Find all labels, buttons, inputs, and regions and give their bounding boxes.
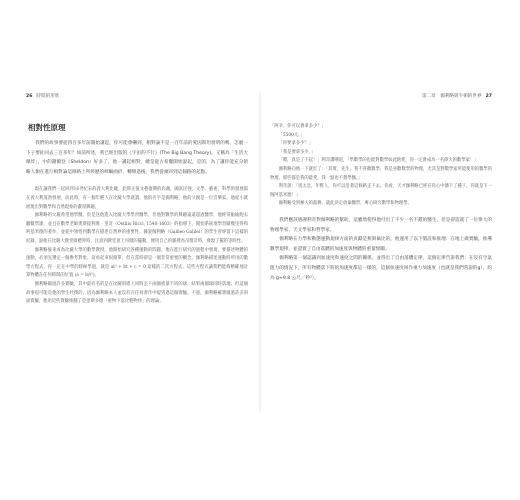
right-running-head [270,92,492,100]
section-heading: 相對性原理 [28,123,66,132]
dialogue-line: 「阿幸，你可以會拿多少？」 [270,124,326,129]
right-prose-block [270,216,492,283]
prose-paragraph: 伽利略在力學和動態運動規律方面的貢獻是無與倫比的，他運用了以下假設和推理：在地上做實驗，推導數學規律，並證實了自由落體的加速度與物體的重量無關。 [270,237,492,252]
right-page [270,92,492,283]
quote-paragraph: 伽利略的父親希望他學醫，於是送他進入比薩大學學習醫學，但他對數學的興趣遠遠超過醫學，他經常偷偷跑去聽數學課，並且在數學老師奧斯提利奧‧里奇（Ostilio Ricci, 1540-1603）的指導下，開始系統地學習歐幾里得和阿基米德的著作，並從中領悟到數學在描述自然界的重要性。據說伽利略（Galileo Galilei）的學生曾經留下這樣的紀錄，說他在比薩大教堂做禮拜時，注意到教堂頂上吊燈的擺動，便用自己的脈搏為吊燈計時，發現了擺的等時性。 [26,213,248,244]
dialogue-line: 「5500元。」 [278,132,305,138]
prose-paragraph: 伽利略第一個認識到加速度和速度之間的關係，並得出了自由落體定律，這個定律告訴我們：在沒有空氣阻力的情況下，所有物體落下時的加速度都是一樣的，這個加速度叫作重力加速度（也就是我們常說的g），約為 g≈9.8 公尺／秒²）。 [270,256,492,281]
right-running-title: 第二章 伽利略與牛頓的世界 [421,94,482,99]
dialogue-line: 「嗯，真是了不起！」利奇讚嘆道，「學數學的也能對數學如此熱愛，你一定會成為一名偉大的數學家！」 [278,158,479,164]
left-page [26,92,248,307]
left-page-number: 26 [26,93,33,99]
quote-paragraph: 伽利略後來成為比薩大學的數學教授，他開始研究各種運動的問題。他在進行研究的過程中發現，要描述物體的運動，必須先選定一個參考對象。這看起來很簡單，但在當時卻是一個非常重要的觀念。伽利略描述運動時所用的數學方程式，你一定在中學的時候學過，就是 at² + bt + c = 0 這樣的二次方程式，這些方程式讓我們能夠精確地計算物體在任何時間的位置 (a = b/t²)。 [26,247,248,279]
dialogue-line: 伽利略向他一下就紅了：「其實，先生，我不喜歡數學，我是喜歡數學的物理，尤其是對數學家所能使用的數學的物理，那些都是我的最愛，我一點也不想學醫。」 [270,166,492,181]
dialogue-line: 利奇說：「別太急，年輕人，你可以沿著這條路走下去。你看，天才伽利略已經在你心中播下了種子，你就是下一個阿基米德！」 [270,184,492,198]
quote-paragraph: 現在讓我們一起回到16世紀末的義大利比薩，此時正值文藝復興的高潮，國富民強，文學、藝術、科學的發展都在義大利蓬勃發展，而此時，有一個年輕人在比薩大學就讀，他的名字是伽利略，他的父親是一位音樂家，他從小就展現出對數學和自然現象的濃厚興趣。 [26,187,248,210]
dialogue-line: 「我是要拿多少。」 [278,149,316,155]
dialogue-line: 「你要拿多少？」 [278,141,313,147]
intro-paragraph: 我們的故事要從四百多年前開始講起，你可能會嚇到，相對論不是一百年前的愛因斯坦發明的嗎，怎麼一下子要扯回去三百多年？如前所述，我已經出版的《宇宙的不行》(The Big Bang Theory)，又稱為「生活大爆炸」，中的謝爾登（Sheldon）好多了，他一講起相對，總是從古希臘開始說起，是的，為了讓你能充分領略人類在進行相對論這條路上所經歷的崎嶇曲折，轉彎過後，我們從頭回到這個路的起點。 [26,141,248,175]
right-dialogue-block [270,123,492,209]
left-quote-block [26,186,248,306]
prose-paragraph: 我們應該感謝利奇對伽利略的幫助，這雖然使得他付出了不少一名不錯的醫生，但是卻造就了一位偉大的物理學家、天文學家和哲學家。 [270,217,492,233]
left-intro [26,139,248,177]
right-page-number: 27 [485,93,492,99]
left-running-title: 時間的形狀 [36,94,60,99]
page-gutter [258,92,262,412]
left-running-head [26,92,248,100]
quote-paragraph: 伽利略做過許多實驗，其中最有名的是在比薩斜塔上同時丟下兩個重量不同的球，結果兩個球同時落地。但這個故事很可能是他的學生杜撰的，因為伽利略本人並沒有在任何著作中提到過這個實驗。不過，伽利略確實做過許多斜面實驗，他用這些實驗推翻了亞里斯多德「重物下落比輕物快」的理論。 [26,281,248,305]
dialogue-line: 伽利略受到極大的鼓舞，就此決定放棄醫學，專心研究數學和物理學。 [278,201,412,207]
